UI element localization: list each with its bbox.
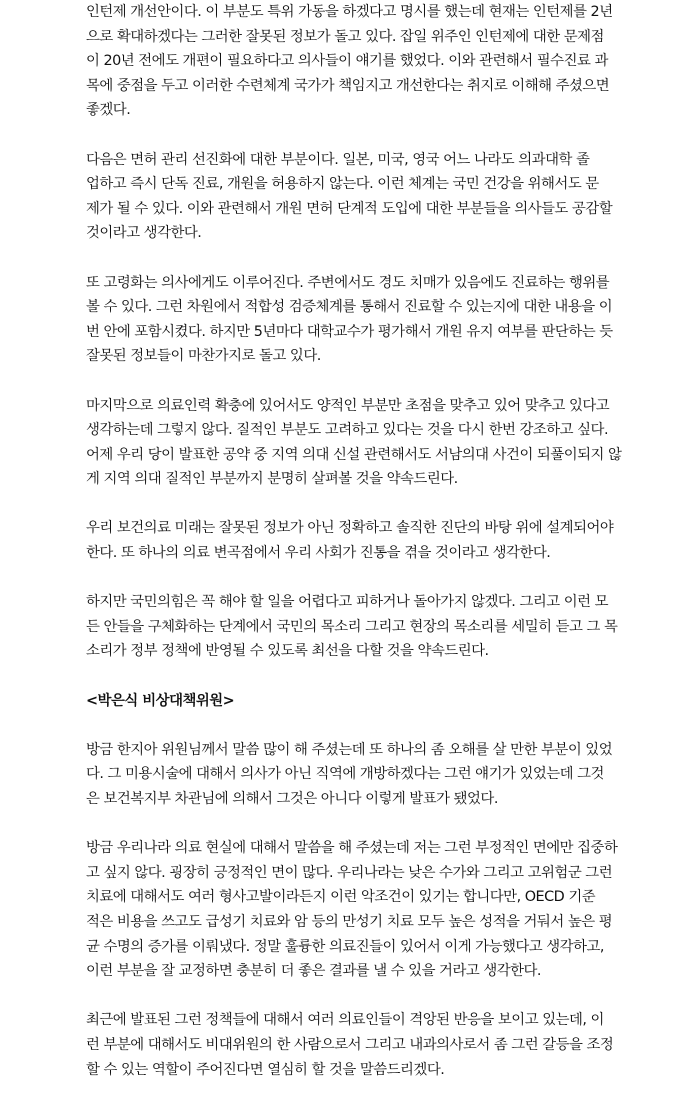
paragraph-aging-doctors [86, 271, 626, 369]
text-line: 다. 그 미용시술에 대해서 의사가 아닌 직역에 개방하겠다는 그런 얘기가 있었는데 그것 [86, 766, 604, 783]
text-line: 한다. 또 하나의 의료 변곡점에서 우리 사회가 진통을 겪을 것이라고 생각한다. [86, 545, 551, 562]
text-line: 균 수명의 증가를 이뤄냈다. 정말 훌륭한 의료진들이 있어서 이게 가능했다고 생각하고, [86, 938, 604, 955]
paragraph-cosmetic-procedures [86, 738, 626, 812]
text-line: 하지만 국민의힘은 꼭 해야 할 일을 어렵다고 피하거나 돌아가지 않겠다. 그리고 이런 모 [86, 594, 609, 611]
paragraph-workforce-expansion [86, 394, 626, 492]
text-line: 인턴제 개선안이다. 이 부분도 특위 가동을 하겠다고 명시를 했는데 현재는 인턴제를 2년 [86, 4, 613, 20]
text-line: 우리 보건의료 미래는 잘못된 정보가 아닌 정확하고 솔직한 진단의 바탕 위에 설계되어야 [86, 520, 614, 537]
text-line: 게 지역 의대 질적인 부분까지 분명히 살펴볼 것을 약속드린다. [86, 471, 458, 488]
text-line: 든 안들을 구체화하는 단계에서 국민의 목소리 그리고 현장의 목소리를 세밀히 듣고 그 목 [86, 618, 618, 635]
text-line: 좋겠다. [86, 102, 131, 119]
text-line: 은 보건복지부 차관님에 의해서 그것은 아니다 이렇게 발표가 됐었다. [86, 791, 498, 807]
text-line: 또 고령화는 의사에게도 이루어진다. 주변에서도 경도 치매가 있음에도 진료하는 행위를 [86, 274, 610, 291]
text-line: 이런 부분을 잘 교정하면 충분히 더 좋은 결과를 낼 수 있을 거라고 생각한다. [86, 963, 542, 980]
text-line: 방금 한지아 위원님께서 말씀 많이 해 주셨는데 또 하나의 좀 오해를 살 만한 부분이 있었 [86, 741, 613, 758]
paragraph-intern-reform [86, 0, 626, 123]
text-line: 어제 우리 당이 발표한 공약 중 지역 의대 신설 관련해서도 서남의대 사건이 되풀이되지 않 [86, 446, 622, 463]
text-line: 으로 확대하겠다는 그러한 잘못된 정보가 돌고 있다. 잡일 위주인 인턴제에 대한 문제점 [86, 28, 604, 45]
text-line: 최근에 발표된 그런 정책들에 대해서 여러 의료인들이 격앙된 반응을 보이고 있는데, 이 [86, 1012, 604, 1029]
text-line: 소리가 정부 정책에 반영될 수 있도록 최선을 다할 것을 약속드린다. [86, 643, 489, 660]
speaker-heading: <박은식 비상대책위원> [86, 692, 235, 709]
text-line: 번 안에 포함시켰다. 하지만 5년마다 대학교수가 평가해서 개원 유지 여부를 판단하는 듯 [86, 323, 613, 340]
text-line: 할 수 있는 역할이 주어진다면 열심히 할 것을 말씀드리겠다. [86, 1061, 445, 1078]
text-line: 방금 우리나라 의료 현실에 대해서 말씀을 해 주셨는데 저는 그런 부정적인 면에만 집중하 [86, 840, 618, 857]
paragraph-license-management [86, 148, 626, 246]
text-line: 볼 수 있다. 그런 차원에서 적합성 검증체계를 통해서 진료할 수 있는지에 대한 내용을 이 [86, 299, 613, 316]
text-line: 런 부분에 대해서도 비대위원의 한 사람으로서 그리고 내과의사로서 좀 그런 갈등을 조정 [86, 1036, 614, 1053]
paragraph-mediation-role [86, 1008, 626, 1082]
text-line: 마지막으로 의료인력 확충에 있어서도 양적인 부분만 초점을 맞추고 있어 맞추고 있다고 [86, 397, 610, 414]
text-line: 생각하는데 그렇지 않다. 질적인 부분도 고려하고 있다는 것을 다시 한번 강조하고 싶다. [86, 422, 609, 439]
text-line: 다음은 면허 관리 선진화에 대한 부분이다. 일본, 미국, 영국 어느 나라도 의과대학 졸 [86, 151, 590, 168]
text-line: 치료에 대해서도 여러 형사고발이라든지 이런 악조건이 있기는 합니다만, OECD 기준 [86, 889, 596, 906]
text-line: 목에 중점을 두고 이러한 수련체계 국가가 책임지고 개선한다는 취지로 이해해 주셨으면 [86, 77, 610, 94]
text-line: 제가 될 수 있다. 이와 관련해서 개원 면허 단계적 도입에 대한 부분들을 의사들도 공감할 [86, 200, 613, 217]
document-page [86, 0, 626, 1107]
text-line: 업하고 즉시 단독 진료, 개원을 허용하지 않는다. 이런 체계는 국민 건강을 위해서도 문 [86, 176, 599, 193]
text-line: 이 20년 전에도 개편이 필요하다고 의사들이 얘기를 했었다. 이와 관련해서 필수진료 과 [86, 53, 608, 70]
paragraph-party-commitment [86, 590, 626, 664]
paragraph-medical-reality [86, 836, 626, 984]
text-line: 것이라고 생각한다. [86, 225, 202, 242]
text-line: 잘못된 정보들이 마찬가지로 돌고 있다. [86, 348, 321, 365]
text-line: 고 싶지 않다. 굉장히 긍정적인 면이 많다. 우리나라는 낮은 수가와 그리고 고위험군 그런 [86, 864, 613, 881]
paragraph-healthcare-future [86, 516, 626, 565]
text-line: 적은 비용을 쓰고도 급성기 치료와 암 등의 만성기 치료 모두 높은 성적을 거둬서 높은 평 [86, 913, 613, 930]
